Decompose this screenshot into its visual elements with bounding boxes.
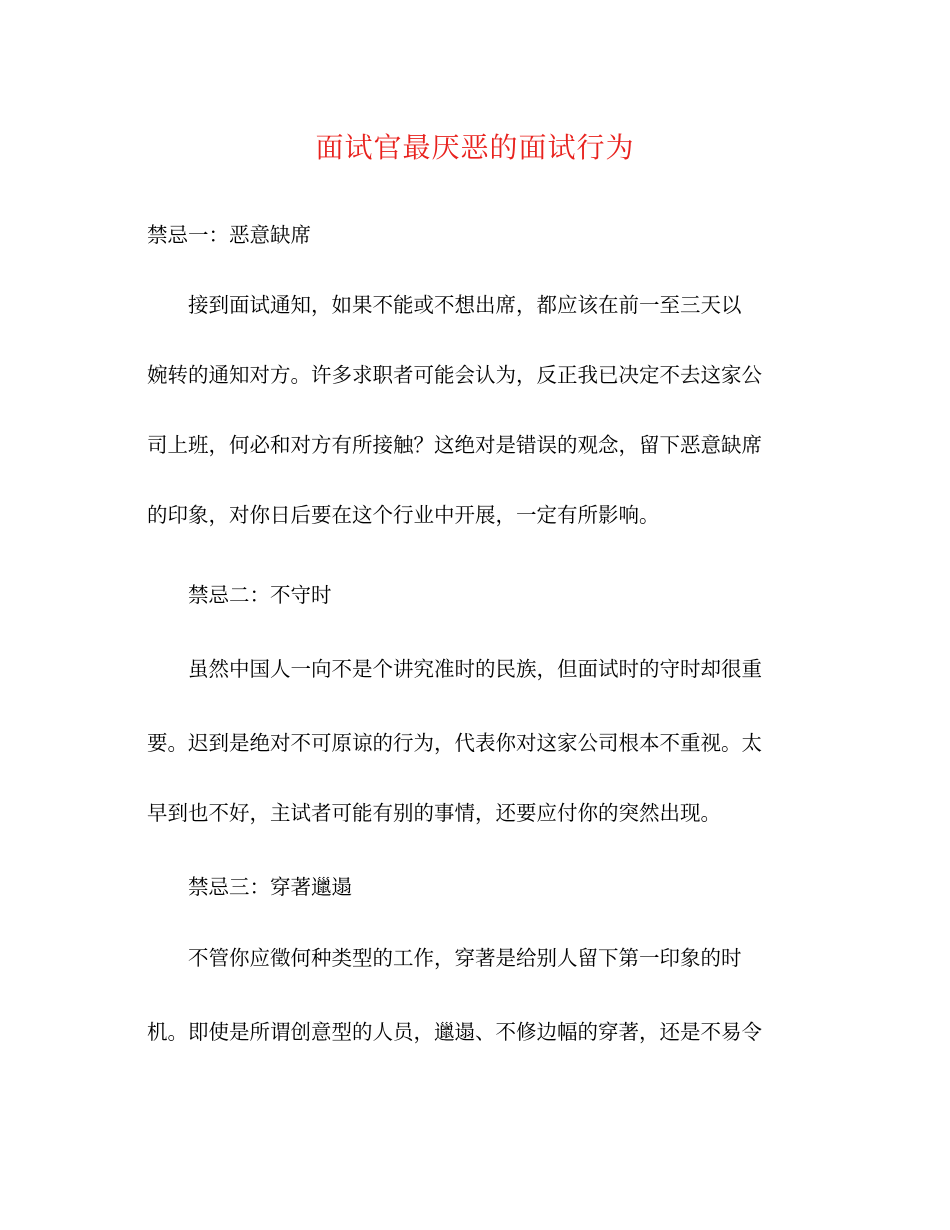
paragraph-line: 司上班，何必和对方有所接触？这绝对是错误的观念，留下恶意缺席 xyxy=(147,433,762,457)
paragraph-line: 接到面试通知，如果不能或不想出席，都应该在前一至三天以 xyxy=(188,293,742,317)
paragraph-line: 机。即使是所谓创意型的人员，邋遢、不修边幅的穿著，还是不易令 xyxy=(147,1020,762,1044)
section-heading-1: 禁忌一：恶意缺席 xyxy=(147,223,311,247)
paragraph-line: 婉转的通知对方。许多求职者可能会认为，反正我已决定不去这家公 xyxy=(147,363,762,387)
paragraph-line: 的印象，对你日后要在这个行业中开展，一定有所影响。 xyxy=(147,503,660,527)
paragraph-line: 不管你应徵何种类型的工作，穿著是给别人留下第一印象的时 xyxy=(188,946,742,970)
section-heading-2: 禁忌二：不守时 xyxy=(188,583,332,607)
section-heading-3: 禁忌三：穿著邋遢 xyxy=(188,875,352,899)
paragraph-line: 要。迟到是绝对不可原谅的行为，代表你对这家公司根本不重视。太 xyxy=(147,731,762,755)
paragraph-line: 早到也不好，主试者可能有别的事情，还要应付你的突然出现。 xyxy=(147,801,721,825)
paragraph-line: 虽然中国人一向不是个讲究准时的民族，但面试时的守时却很重 xyxy=(188,657,762,681)
document-title: 面试官最厌恶的面试行为 xyxy=(315,131,635,164)
